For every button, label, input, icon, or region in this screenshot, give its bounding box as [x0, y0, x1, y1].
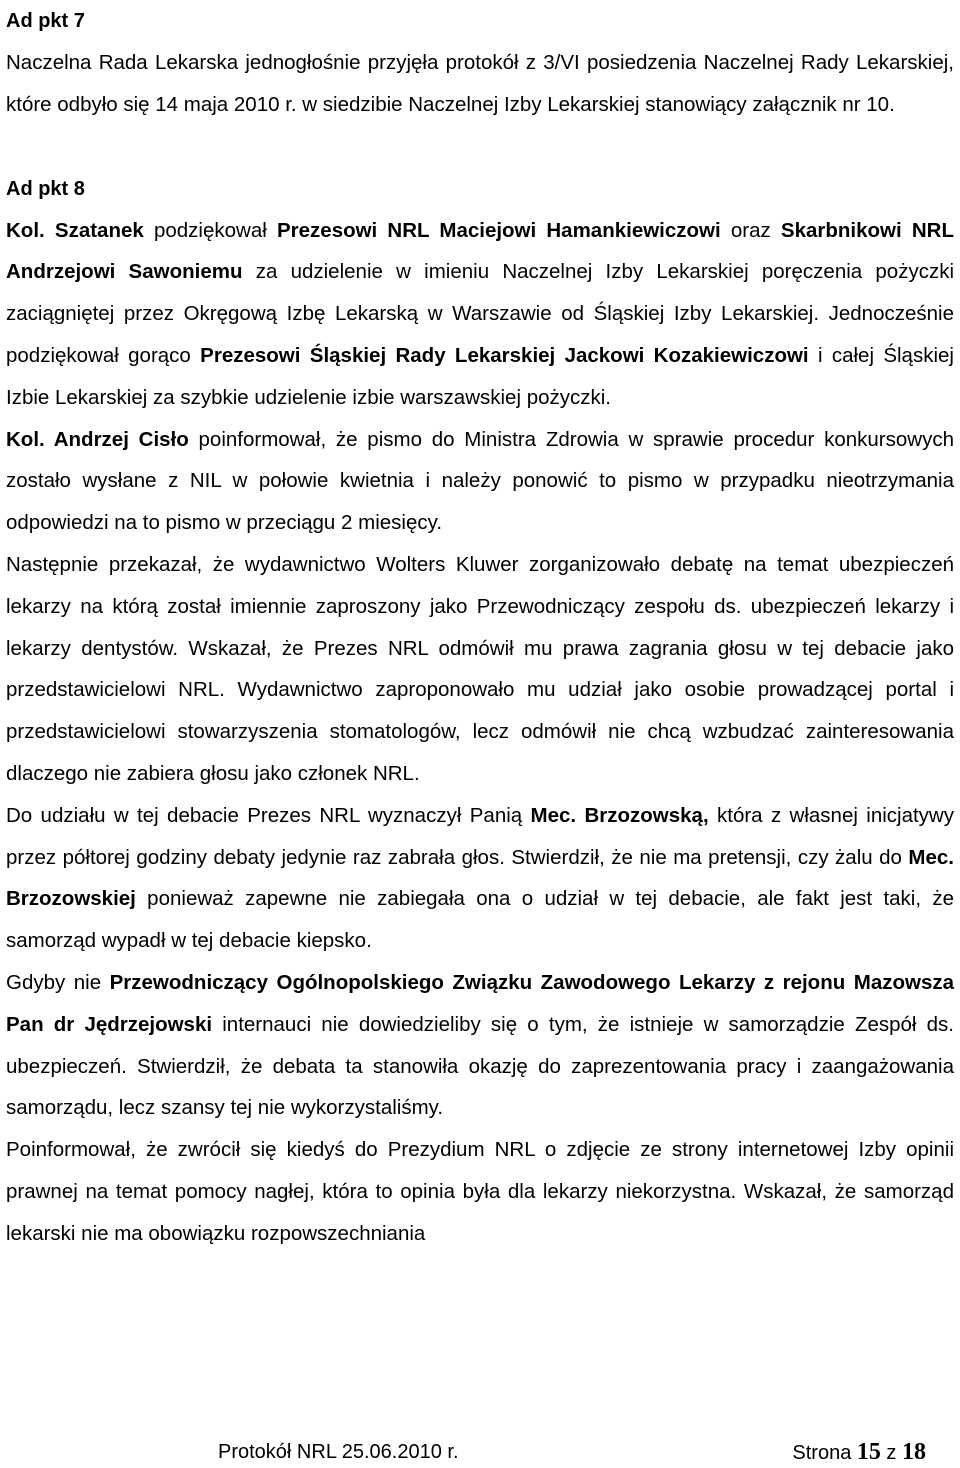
- paragraph-text: za udzielenie w imieniu Naczelnej Izby Lekarskiej poręczenia pożyczki zaciągniętej przez Okręgową Izbę Lekarską w Warszawie od Śląskiej Izby Lekarskiej. Jednocześnie podziękował gorąco: [6, 260, 955, 367]
- section-7-text: Naczelna Rada Lekarska jednogłośnie przyjęła protokół z 3/VI posiedzenia Naczelnej Rady Lekarskiej, które odbyło się 14 maja 2010 r. w siedzibie Naczelnej Izby Lekarskiej stanowiący załącznik nr 10.: [6, 51, 954, 116]
- paragraph-text: internauci nie dowiedzieliby się o tym, że istnieje w samorządzie Zespół ds. ubezpieczeń. Stwierdził, że debata ta stanowiła okazję do zaprezentowania pracy i zaangażowania samorządu, lecz szansy tej nie wykorzystaliśmy.: [6, 1012, 954, 1120]
- section-8-paragraph-6: Poinformował, że zwrócił się kiedyś do Prezydium NRL o zdjęcie ze strony internetowej Izby opinii prawnej na temat pomocy nagłej, która to opinia była dla lekarzy niekorzystna. Wskazał, że samorząd lekarski nie ma obowiązku rozpowszechniania: [6, 1138, 954, 1245]
- person-name-brzozowskiej: Mec. Brzozowskiej: [6, 845, 954, 911]
- section-8-paragraph-3: Następnie przekazał, że wydawnictwo Wolters Kluwer zorganizowało debatę na temat ubezpieczeń lekarzy na którą został imiennie zaproszony jako Przewodniczący zespołu ds. ubezpieczeń lekarzy i lekarzy dentystów. Wskazał, że Prezes NRL odmówił mu prawa zagrania głosu w tej debacie jako przedstawicielowi NRL. Wydawnictwo zaproponowało mu udział jako osobie prowadzącej portal i przedstawicielowi stowarzyszenia stomatologów, lecz odmówił nie chcą wzbudzać zainteresowania dlaczego nie zabiera głosu jako członek NRL.: [6, 552, 954, 785]
- paragraph-text: podziękował: [143, 218, 277, 242]
- page-word: Strona: [792, 1442, 857, 1464]
- protocol-label: Protokół NRL 25.06.2010 r.: [218, 1441, 459, 1463]
- person-name-sawoniemu: Skarbnikowi NRL Andrzejowi Sawoniemu: [6, 218, 954, 284]
- document-page: [6, 0, 954, 1255]
- person-name-kozakiewicz: Prezesowi Śląskiej Rady Lekarskiej Jackowi Kozakiewiczowi: [200, 343, 809, 367]
- section-8-heading: Ad pkt 8: [6, 177, 85, 200]
- person-name-brzozowska: Mec. Brzozowską,: [530, 803, 709, 827]
- section-7-heading: Ad pkt 7: [6, 10, 85, 32]
- paragraph-text: oraz: [720, 218, 781, 242]
- paragraph-text: poinformował, że pismo do Ministra Zdrowia w sprawie procedur konkursowych zostało wysłane z NIL w połowie kwietnia i należy ponowić to pismo w przypadku nieotrzymania odpowiedzi na to pismo w przeciągu 2 miesięcy.: [6, 427, 954, 535]
- speaker-name-cislo: Kol. Andrzej Cisło: [6, 427, 189, 451]
- section-8-paragraph-4: [6, 795, 954, 962]
- page-number: [792, 1437, 926, 1468]
- paragraph-text: Gdyby nie: [6, 970, 110, 994]
- person-name-hamankiewicz: Prezesowi NRL Maciejowi Hamankiewiczowi: [276, 218, 721, 242]
- page-current: 15: [856, 1439, 881, 1465]
- paragraph-text: która z własnej inicjatywy przez półtorej godziny debaty jedynie raz zabrała głos. Stwierdził, że nie ma pretensji, czy żalu do: [6, 803, 954, 869]
- page-of: z: [880, 1442, 902, 1464]
- page-footer: [210, 1437, 930, 1467]
- paragraph-text: Do udziału w tej debacie Prezes NRL wyznaczył Panią: [6, 803, 531, 827]
- paragraph-text: ponieważ zapewne nie zabiegała ona o udział w tej debacie, ale fakt jest taki, że samorząd wypadł w tej debacie kiepsko.: [6, 887, 954, 953]
- paragraph-gap: [6, 126, 954, 168]
- speaker-kol: Kol.: [6, 218, 45, 242]
- speaker-name-szatanek: Szatanek: [54, 218, 144, 242]
- person-name-jedrzejowski: Przewodniczący Ogólnopolskiego Związku Zawodowego Lekarzy z rejonu Mazowsza Pan dr Jędrzejowski: [6, 970, 954, 1036]
- section-8-paragraph-1: [6, 210, 954, 419]
- paragraph-text: i całej Śląskiej Izbie Lekarskiej za szybkie udzielenie izbie warszawskiej pożyczki.: [6, 343, 954, 409]
- section-8-paragraph-5: [6, 962, 954, 1129]
- section-8-paragraph-2: [6, 419, 954, 544]
- page-total: 18: [902, 1439, 926, 1465]
